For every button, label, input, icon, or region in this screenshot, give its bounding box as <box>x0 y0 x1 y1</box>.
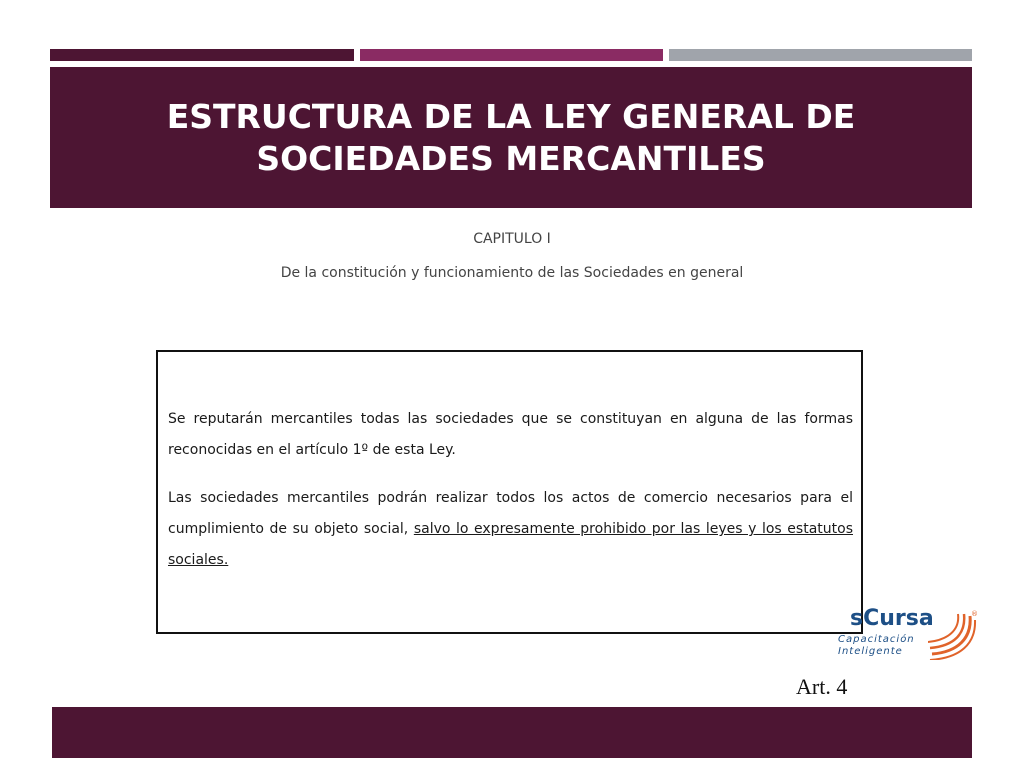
logo-tagline-line2: Inteligente <box>838 646 903 657</box>
logo-tagline-line1: Capacitación <box>838 634 915 645</box>
logo-swoosh-icon <box>928 608 978 660</box>
accent-bar-gray <box>669 49 972 61</box>
accent-bar-dark <box>50 49 354 61</box>
article-text-box <box>156 350 863 634</box>
chapter-subtitle: De la constitución y funcionamiento de las Sociedades en general <box>280 265 744 281</box>
company-logo <box>818 606 978 662</box>
article-paragraph-2 <box>168 483 853 576</box>
logo-wordmark: sCursa <box>850 606 934 631</box>
article-reference: Art. 4 <box>796 674 848 699</box>
article-paragraph-2-underlined: salvo lo expresamente prohibido por las leyes y los estatutos sociales. <box>168 521 853 568</box>
article-paragraph-2-text: Las sociedades mercantiles podrán realizar todos los actos de comercio necesarios para el cumplimiento de su objeto social, <box>168 490 853 537</box>
accent-bar-magenta <box>360 49 663 61</box>
slide-title: ESTRUCTURA DE LA LEY GENERAL DE SOCIEDADES MERCANTILES <box>166 96 856 178</box>
logo-registered-mark: ® <box>971 610 978 618</box>
footer-band <box>52 707 972 758</box>
article-paragraph-1: Se reputarán mercantiles todas las sociedades que se constituyan en alguna de las formas reconocidas en el artículo 1º de esta Ley. <box>168 411 853 458</box>
chapter-label: CAPITULO I <box>473 231 551 247</box>
title-band <box>50 67 972 208</box>
